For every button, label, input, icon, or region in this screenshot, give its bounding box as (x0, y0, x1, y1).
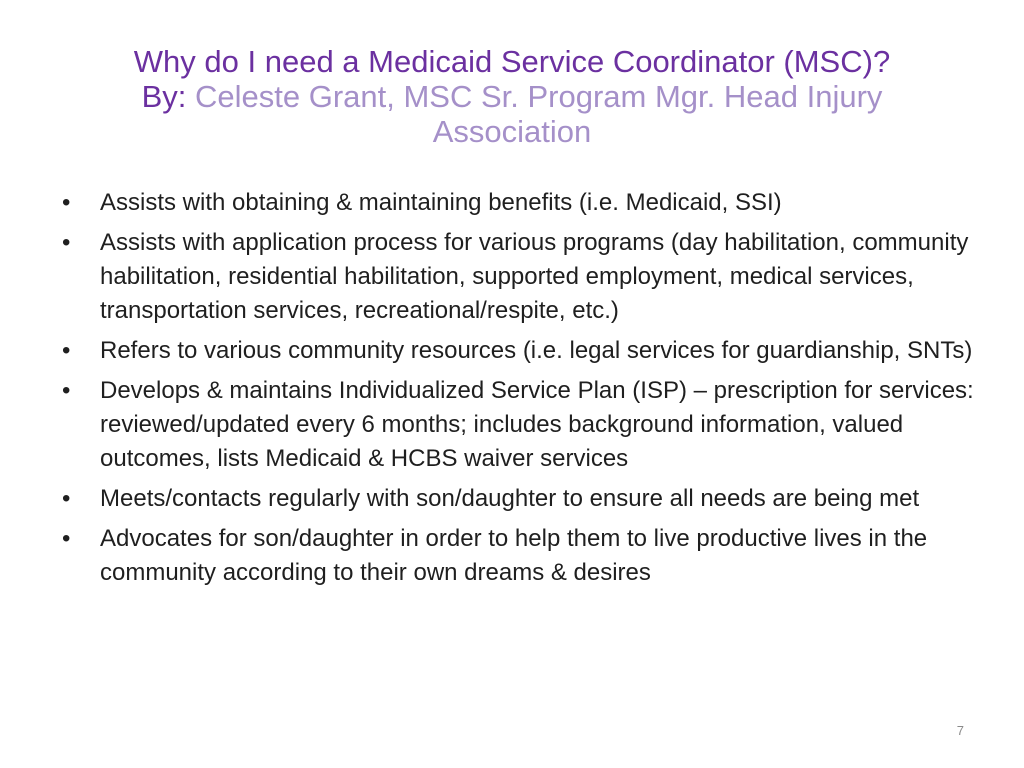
bullet-text: Assists with application process for various programs (day habilitation, community habilitation, residential habilitation, supported employment, medical services, transportation services, recreational/respite, etc.) (100, 229, 969, 324)
bullet-item (58, 522, 978, 590)
bullet-item (58, 374, 978, 476)
title-line-1: Why do I need a Medicaid Service Coordinator (MSC)? (133, 44, 891, 79)
byline-organization: Association (432, 114, 592, 149)
bullet-item (58, 226, 978, 328)
bullet-text: Refers to various community resources (i.e. legal services for guardianship, SNTs) (100, 337, 973, 364)
bullet-item (58, 482, 978, 516)
byline-label: By: (141, 79, 187, 114)
bullet-text: Develops & maintains Individualized Service Plan (ISP) – prescription for services: reviewed/updated every 6 months; includes background information, valued outcomes, lists Medicaid & HCBS waiver services (100, 377, 974, 472)
page-number: 7 (956, 723, 964, 738)
bullet-text: Meets/contacts regularly with son/daughter to ensure all needs are being met (100, 485, 920, 512)
bullet-item (58, 186, 978, 220)
bullet-list (58, 186, 978, 596)
bullet-icon: • (62, 485, 71, 512)
bullet-icon: • (62, 189, 71, 216)
slide-title (40, 44, 984, 149)
bullet-icon: • (62, 229, 71, 256)
bullet-item (58, 334, 978, 368)
bullet-text: Assists with obtaining & maintaining benefits (i.e. Medicaid, SSI) (100, 189, 782, 216)
bullet-icon: • (62, 525, 71, 552)
bullet-text: Advocates for son/daughter in order to help them to live productive lives in the community according to their own dreams & desires (100, 525, 928, 586)
title-byline (40, 79, 984, 114)
bullet-icon: • (62, 337, 71, 364)
bullet-icon: • (62, 377, 71, 404)
byline-author: Celeste Grant, MSC Sr. Program Mgr. Head Injury (186, 79, 883, 114)
